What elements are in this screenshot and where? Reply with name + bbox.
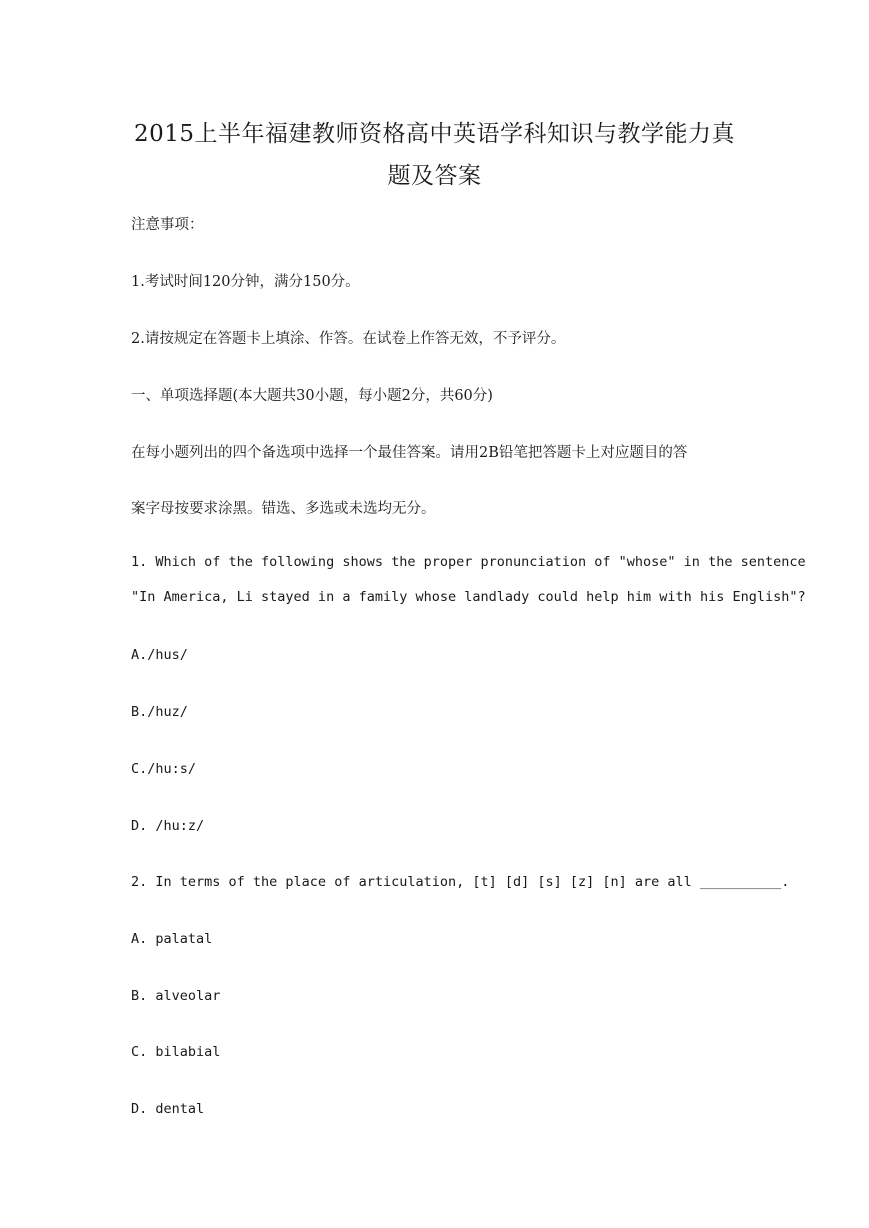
question-1-stem-line-1: 1. Which of the following shows the proper pronunciation of "whose" in the sentence bbox=[131, 554, 806, 570]
document-title-line-2: 题及答案 bbox=[387, 163, 482, 189]
question-2-option-d: D. dental bbox=[131, 1101, 205, 1117]
question-2-stem: 2. In terms of the place of articulation, [t] [d] [s] [z] [n] are all __________. bbox=[131, 874, 790, 890]
question-1-option-b: B./huz/ bbox=[131, 704, 188, 720]
instruction-line-2: 案字母按要求涂黑。错选、多选或未选均无分。 bbox=[131, 501, 436, 517]
question-1-stem-line-2: "In America, Li stayed in a family whose landlady could help him with his English"? bbox=[131, 589, 806, 605]
notice-item-1: 1.考试时间120分钟，满分150分。 bbox=[131, 274, 360, 290]
question-2-option-c: C. bilabial bbox=[131, 1044, 221, 1060]
question-2-option-b: B. alveolar bbox=[131, 988, 221, 1004]
question-1-option-c: C./hu:s/ bbox=[131, 761, 197, 777]
section-title: 一、单项选择题(本大题共30小题，每小题2分，共60分) bbox=[131, 388, 493, 404]
question-2-option-a: A. palatal bbox=[131, 931, 213, 947]
notice-item-2: 2.请按规定在答题卡上填涂、作答。在试卷上作答无效，不予评分。 bbox=[131, 331, 566, 347]
notice-heading: 注意事项： bbox=[131, 217, 204, 233]
document-title-line-1: 2015上半年福建教师资格高中英语学科知识与教学能力真 bbox=[133, 121, 736, 147]
instruction-line-1: 在每小题列出的四个备选项中选择一个最佳答案。请用2B铅笔把答题卡上对应题目的答 bbox=[131, 445, 688, 461]
question-1-option-d: D. /hu:z/ bbox=[131, 818, 205, 834]
question-1-option-a: A./hus/ bbox=[131, 647, 188, 663]
